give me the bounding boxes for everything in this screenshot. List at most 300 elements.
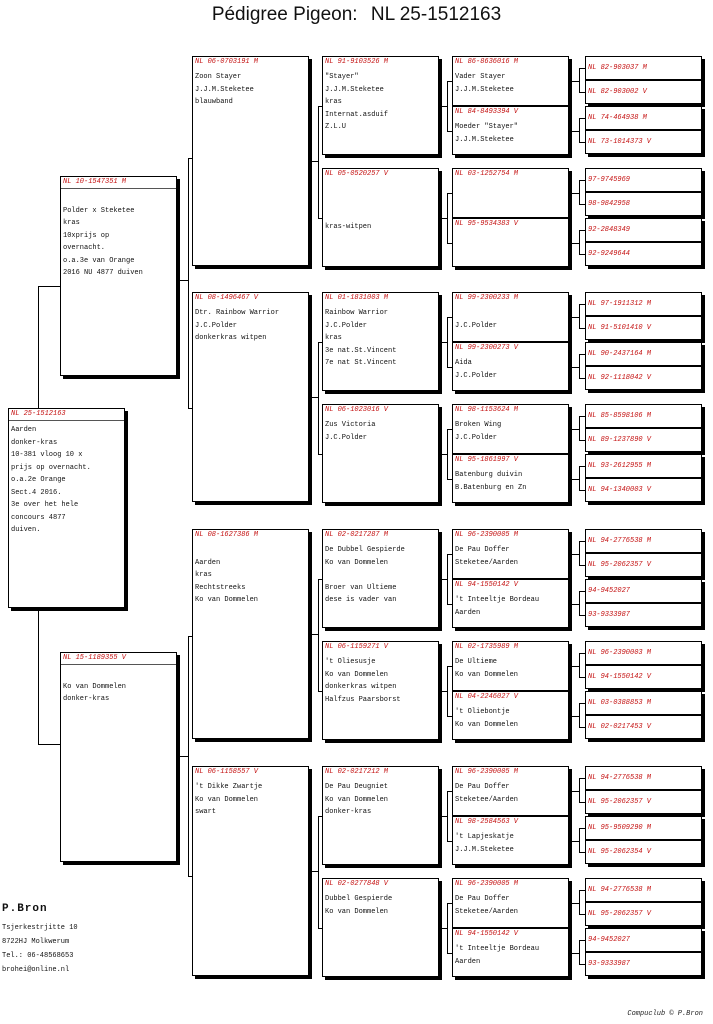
ring-number: NL 82-903037 M (588, 64, 647, 72)
detail-line: Ko van Dommelen (325, 907, 389, 916)
gen4-sire-box (452, 404, 569, 454)
detail-line: J.J.M.Steketee (325, 85, 384, 94)
pedigree-connector (318, 218, 322, 219)
detail-line: Aarden (455, 957, 481, 966)
pedigree-connector (579, 68, 580, 92)
owner-name: P.Bron (2, 903, 48, 915)
pedigree-connector (569, 841, 579, 842)
pedigree-connector (447, 903, 448, 953)
pedigree-connector (447, 131, 452, 132)
pedigree-connector (579, 204, 585, 205)
detail-line (325, 183, 438, 196)
pigeon-details (453, 541, 568, 569)
pedigree-connector (318, 454, 322, 455)
pedigree-connector (579, 653, 585, 654)
great-grandparent-box (322, 168, 439, 267)
pedigree-connector (447, 81, 448, 131)
gen4-dam-box (452, 342, 569, 391)
ring-number: NL 95-1861997 V (455, 456, 519, 464)
great-grandparent-box (322, 878, 439, 977)
sire-box (60, 176, 177, 376)
pedigree-connector (579, 940, 585, 941)
pedigree-connector (579, 466, 585, 467)
subject-pigeon-box (8, 408, 125, 608)
ring-number: NL 96-2390005 M (455, 880, 519, 888)
detail-line: 3e over het hele (11, 501, 79, 509)
gen4-dam-box (452, 579, 569, 628)
pedigree-connector (447, 791, 452, 792)
pigeon-details (323, 541, 438, 607)
gen5-ancestor-box (585, 366, 702, 390)
detail-line: J.C.Polder (455, 321, 498, 330)
pedigree-connector (447, 367, 452, 368)
gen5-ancestor-box (585, 579, 702, 603)
pedigree-connector (579, 914, 585, 915)
pedigree-connector (569, 479, 579, 480)
ring-number: NL 99-2300273 V (455, 344, 519, 352)
detail-line: Broer van Ultieme (325, 583, 397, 592)
pedigree-connector (188, 636, 192, 637)
pedigree-connector (579, 378, 585, 379)
pedigree-connector (439, 816, 447, 817)
ring-number: NL 02-0217287 M (325, 531, 389, 539)
pigeon-details (453, 466, 568, 494)
pigeon-details (61, 665, 176, 706)
ring-number: 93-9333987 (588, 960, 631, 968)
pedigree-connector (579, 890, 580, 914)
pedigree-connector (439, 454, 447, 455)
gen4-dam-box (452, 106, 569, 155)
ring-number: NL 94-1550142 V (455, 930, 519, 938)
detail-line (325, 208, 438, 221)
ring-number: NL 92-1118042 V (588, 374, 652, 382)
pigeon-details (193, 778, 308, 819)
pedigree-connector (447, 554, 448, 604)
pedigree-connector (447, 317, 448, 367)
pigeon-details (323, 890, 438, 918)
detail-line: kras (325, 334, 342, 342)
pedigree-connector (579, 778, 585, 779)
great-grandparent-box (322, 641, 439, 740)
gen4-sire-box (452, 641, 569, 691)
pigeon-details (323, 653, 438, 706)
gen4-dam-box (452, 816, 569, 865)
pedigree-connector (579, 254, 585, 255)
pedigree-connector (579, 180, 585, 181)
detail-line (455, 196, 568, 209)
gen4-sire-box (452, 766, 569, 816)
pigeon-details (61, 189, 176, 280)
pedigree-connector (579, 964, 585, 965)
pedigree-connector (579, 653, 580, 677)
pedigree-connector (309, 161, 318, 162)
dam-box (60, 652, 177, 862)
detail-line: De Pau Doffer (455, 546, 510, 554)
detail-line: kras (325, 98, 342, 106)
detail-line: 10-381 vloog 10 x (11, 451, 83, 459)
detail-line: Aarden (455, 608, 481, 617)
detail-line: J.J.M.Steketee (455, 85, 514, 94)
pedigree-connector (38, 608, 39, 744)
ring-number: NL 91-5101410 V (588, 324, 652, 332)
ring-number: NL 08-1496467 V (195, 294, 259, 302)
pedigree-connector (569, 429, 579, 430)
pigeon-details (323, 778, 438, 819)
detail-line: dese is vader van (325, 596, 397, 604)
ring-number: NL 98-2584563 V (455, 818, 519, 826)
detail-line (455, 183, 568, 196)
detail-line: duiven. (11, 526, 41, 534)
pedigree-connector (318, 579, 319, 691)
pedigree-connector (579, 354, 585, 355)
pedigree-connector (569, 193, 579, 194)
pedigree-connector (188, 408, 192, 409)
ring-number: NL 93-2612955 M (588, 462, 652, 470)
detail-line: "Stayer" (325, 73, 359, 81)
ring-number: NL 94-1340003 V (588, 486, 652, 494)
owner-city: 8722HJ Molkwerum (2, 938, 70, 946)
pedigree-connector (318, 691, 322, 692)
pedigree-connector (309, 634, 318, 635)
gen5-ancestor-box (585, 316, 702, 340)
gen5-ancestor-box (585, 478, 702, 502)
detail-line: 7e nat St.Vincent (325, 359, 397, 367)
page-title-label: Pédigree Pigeon: (211, 4, 358, 25)
pedigree-connector (579, 118, 580, 142)
great-grandparent-box (322, 292, 439, 391)
ring-number: 92-2848349 (588, 226, 631, 234)
gen4-sire-box (452, 292, 569, 342)
pedigree-connector (439, 691, 447, 692)
detail-line: J.C.Polder (325, 433, 368, 442)
ring-number: NL 95-2062354 V (588, 848, 652, 856)
ring-number: NL 06-1158557 V (195, 768, 259, 776)
detail-line: Ko van Dommelen (195, 795, 259, 804)
gen5-ancestor-box (585, 840, 702, 864)
detail-line: Ko van Dommelen (195, 596, 259, 604)
pedigree-connector (579, 591, 580, 615)
pedigree-connector (439, 342, 447, 343)
ring-number: 93-9333987 (588, 611, 631, 619)
pedigree-connector (38, 744, 60, 745)
ring-number: NL 03-0388853 M (588, 699, 652, 707)
page-title-code: NL 25-1512163 (370, 4, 502, 25)
detail-line (325, 569, 438, 582)
pedigree-connector (447, 666, 452, 667)
pedigree-connector (447, 193, 448, 243)
gen5-ancestor-box (585, 928, 702, 952)
ring-number: NL 99-2300233 M (455, 294, 519, 302)
ring-number: NL 02-0277848 V (325, 880, 389, 888)
gen4-dam-box (452, 928, 569, 977)
pedigree-connector (447, 953, 452, 954)
pedigree-connector (579, 828, 580, 852)
detail-line: Halfzus Paarsborst (325, 695, 401, 704)
pedigree-connector (188, 158, 189, 408)
pedigree-connector (439, 579, 447, 580)
detail-line: Rainbow Warrior (325, 309, 389, 317)
pedigree-connector (447, 193, 452, 194)
ring-number: NL 06-0703191 M (195, 58, 259, 66)
detail-line: 3e nat.St.Vincent (325, 346, 397, 355)
pedigree-connector (318, 342, 319, 454)
pedigree-connector (439, 106, 447, 107)
ring-number: NL 95-2062357 V (588, 561, 652, 569)
ring-number: NL 05-0520257 V (325, 170, 389, 178)
ring-number: NL 04-2246027 V (455, 693, 519, 701)
pedigree-connector (318, 816, 319, 928)
ring-number: NL 90-2437164 M (588, 350, 652, 358)
pedigree-connector (569, 243, 579, 244)
gen5-ancestor-box (585, 428, 702, 452)
detail-line: Ko van Dommelen (325, 558, 389, 567)
pedigree-connector (579, 890, 585, 891)
detail-line: Steketee/Aarden (455, 907, 519, 916)
detail-line: Ko van Dommelen (325, 795, 389, 804)
pedigree-connector (579, 354, 580, 378)
great-grandparent-box (322, 56, 439, 155)
ring-number: 94-9452027 (588, 587, 631, 595)
detail-line: Dubbel Gespierde (325, 895, 393, 903)
ring-number: NL 96-2390005 M (455, 768, 519, 776)
great-grandparent-box (322, 529, 439, 628)
gen5-ancestor-box (585, 603, 702, 627)
gen5-ancestor-box (585, 529, 702, 553)
detail-line: J.J.M.Steketee (455, 845, 514, 854)
detail-line: swart (195, 808, 217, 816)
pedigree-connector (579, 230, 585, 231)
detail-line: De Pau Doffer (455, 895, 510, 903)
pedigree-connector (579, 490, 585, 491)
detail-line (63, 192, 176, 205)
detail-line: Zoon Stayer (195, 73, 242, 81)
ring-number: NL 94-2776538 M (588, 886, 652, 894)
pedigree-connector (579, 92, 585, 93)
pedigree-connector (579, 142, 585, 143)
pedigree-connector (579, 416, 580, 440)
gen5-ancestor-box (585, 242, 702, 266)
ring-number: NL 02-0217212 M (325, 768, 389, 776)
detail-line: kras (63, 219, 80, 227)
pigeon-details (323, 68, 438, 134)
detail-line: Ko van Dommelen (325, 670, 389, 679)
pedigree-connector (188, 636, 189, 876)
detail-line (195, 544, 308, 557)
pedigree-connector (569, 131, 579, 132)
ring-number: NL 08-1627386 M (195, 531, 259, 539)
pedigree-connector (447, 429, 448, 479)
gen5-ancestor-box (585, 878, 702, 902)
grandparent-box (192, 292, 309, 502)
pedigree-connector (569, 554, 579, 555)
pedigree-connector (579, 68, 585, 69)
ring-number: NL 95-9534383 V (455, 220, 519, 228)
detail-line: Steketee/Aarden (455, 795, 519, 804)
detail-line: concours 4877 (11, 513, 66, 522)
detail-line: J.C.Polder (455, 371, 498, 380)
ring-number: NL 84-8493394 V (455, 108, 519, 116)
detail-line: donkerkras witpen (325, 683, 397, 691)
credit-line: Compuclub © P.Bron (627, 1010, 703, 1018)
ring-number: NL 94-1550142 V (588, 673, 652, 681)
detail-line: donkerkras witpen (195, 334, 267, 342)
pedigree-connector (579, 328, 585, 329)
pedigree-connector (439, 928, 447, 929)
pedigree-connector (579, 727, 585, 728)
pigeon-details (323, 304, 438, 370)
detail-line: o.a.2e Orange (11, 476, 66, 484)
pigeon-details (193, 541, 308, 607)
pigeon-details (323, 180, 438, 233)
pedigree-connector (579, 440, 585, 441)
detail-line: 10xprijs op (63, 231, 110, 240)
pedigree-connector (569, 953, 579, 954)
ring-number: 94-9452027 (588, 936, 631, 944)
detail-line (455, 307, 568, 320)
ring-number: NL 02-0217453 V (588, 723, 652, 731)
pedigree-connector (579, 541, 580, 565)
grandparent-box (192, 56, 309, 266)
gen5-ancestor-box (585, 952, 702, 976)
detail-line: blauwband (195, 98, 233, 106)
pedigree-connector (579, 180, 580, 204)
ring-number: NL 85-8598106 M (588, 412, 652, 420)
pigeon-details (453, 703, 568, 731)
pedigree-connector (579, 466, 580, 490)
detail-line: De Ultieme (455, 658, 498, 666)
detail-line: kras-witpen (325, 222, 372, 231)
detail-line: kras (195, 571, 212, 579)
pedigree-connector (447, 716, 452, 717)
ring-number: 97-9745969 (588, 176, 631, 184)
pigeon-details (453, 230, 568, 258)
ring-number: NL 91-9103526 M (325, 58, 389, 66)
pedigree-connector (447, 81, 452, 82)
pedigree-connector (579, 304, 580, 328)
pedigree-connector (447, 554, 452, 555)
pedigree-connector (318, 106, 322, 107)
detail-line: donker-kras (325, 808, 372, 816)
pigeon-details (453, 778, 568, 806)
pigeon-details (453, 354, 568, 382)
detail-line: 't Oliesusje (325, 658, 376, 666)
ring-number: NL 97-1911312 M (588, 300, 652, 308)
gen4-sire-box (452, 878, 569, 928)
detail-line: Broken Wing (455, 421, 502, 429)
owner-address: Tsjerkestrjitte 10 (2, 924, 78, 932)
detail-line (63, 668, 176, 681)
detail-line: donker-kras (63, 695, 110, 703)
gen4-dam-box (452, 454, 569, 503)
ring-number: NL 82-903002 V (588, 88, 647, 96)
ring-number: NL 94-2776538 M (588, 774, 652, 782)
detail-line: Aarden (11, 426, 37, 434)
gen5-ancestor-box (585, 454, 702, 478)
pigeon-details (323, 416, 438, 444)
ring-number: NL 94-1550142 V (455, 581, 519, 589)
detail-line: De Dubbel Gespierde (325, 546, 405, 554)
detail-line: Aarden (195, 558, 221, 567)
detail-line: De Pau Deugniet (325, 783, 389, 791)
detail-line: o.a.3e van Orange (63, 256, 135, 265)
detail-line: De Pau Doffer (455, 783, 510, 791)
detail-line: Batenburg duivin (455, 471, 523, 479)
detail-line: J.C.Polder (195, 321, 238, 330)
pedigree-connector (447, 791, 448, 841)
detail-line: J.J.M.Steketee (455, 135, 514, 144)
detail-line: J.C.Polder (455, 433, 498, 442)
detail-line (455, 246, 568, 259)
gen5-ancestor-box (585, 342, 702, 366)
ring-number: NL 96-2390005 M (455, 531, 519, 539)
detail-line: 't Lapjeskatje (455, 833, 514, 841)
detail-line: Internat.asduif (325, 110, 389, 119)
detail-line: 't Inteeltje Bordeau (455, 596, 540, 604)
ring-number: NL 98-1153624 M (455, 406, 519, 414)
detail-line: Sect.4 2016. (11, 488, 62, 497)
detail-line: Rechtstreeks (195, 583, 246, 592)
pedigree-connector (177, 280, 188, 281)
detail-line: Ko van Dommelen (455, 720, 519, 729)
pedigree-connector (309, 871, 318, 872)
detail-line (455, 233, 568, 246)
detail-line: Z.L.U (325, 123, 347, 131)
gen4-sire-box (452, 56, 569, 106)
detail-line: Zus Victoria (325, 421, 376, 429)
gen5-ancestor-box (585, 106, 702, 130)
pedigree-connector (439, 218, 447, 219)
gen5-ancestor-box (585, 80, 702, 104)
detail-line: prijs op overnacht. (11, 463, 91, 472)
grandparent-box (192, 529, 309, 739)
ring-number: NL 86-8636016 M (455, 58, 519, 66)
pedigree-connector (569, 666, 579, 667)
gen5-ancestor-box (585, 691, 702, 715)
gen4-sire-box (452, 168, 569, 218)
pedigree-connector (569, 903, 579, 904)
pigeon-details (453, 940, 568, 968)
gen5-ancestor-box (585, 56, 702, 80)
ring-number: NL 02-1735989 M (455, 643, 519, 651)
ring-number: NL 03-1252754 M (455, 170, 519, 178)
detail-line: 't Oliebontje (455, 708, 510, 716)
pedigree-connector (579, 677, 585, 678)
gen5-ancestor-box (585, 292, 702, 316)
pedigree-connector (579, 591, 585, 592)
pedigree-connector (447, 604, 452, 605)
detail-line: Dtr. Rainbow Warrior (195, 309, 280, 317)
pedigree-connector (579, 703, 580, 727)
pigeon-details (193, 304, 308, 345)
pedigree-connector (579, 802, 585, 803)
ring-number: NL 95-9509290 M (588, 824, 652, 832)
pigeon-details (453, 68, 568, 96)
gen5-ancestor-box (585, 766, 702, 790)
pedigree-connector (318, 816, 322, 817)
pedigree-connector (579, 940, 580, 964)
pedigree-connector (38, 286, 39, 408)
gen5-ancestor-box (585, 902, 702, 926)
pedigree-connector (579, 703, 585, 704)
ring-number: 92-9249644 (588, 250, 631, 258)
pedigree-connector (318, 342, 322, 343)
gen4-sire-box (452, 529, 569, 579)
gen4-dam-box (452, 218, 569, 267)
pedigree-connector (188, 158, 192, 159)
pigeon-details (453, 180, 568, 208)
pedigree-connector (579, 828, 585, 829)
detail-line: Polder x Steketee (63, 206, 135, 215)
